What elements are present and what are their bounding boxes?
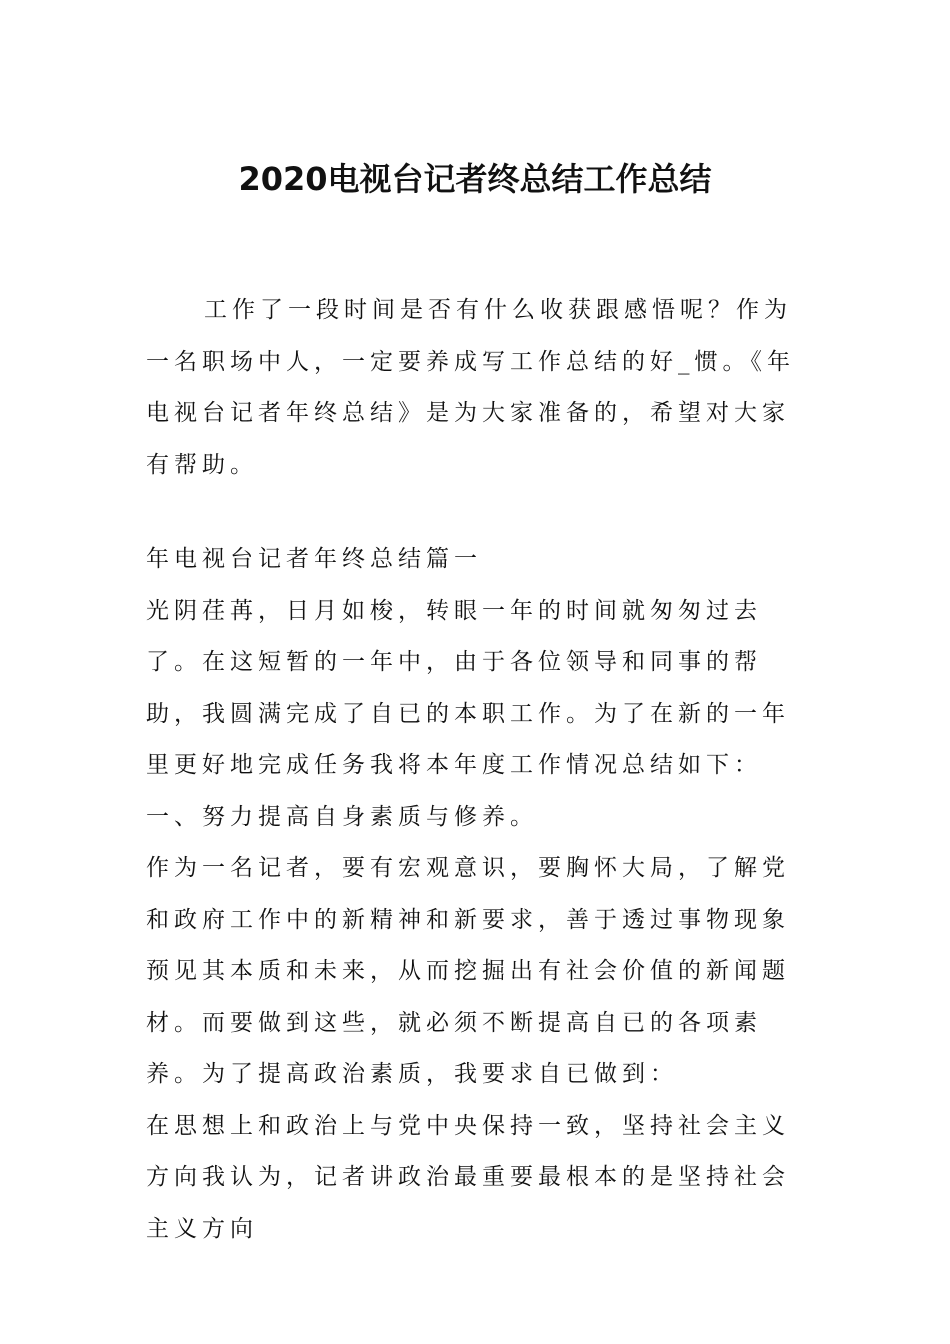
document-body (146, 534, 811, 1255)
intro-paragraph: 工作了一段时间是否有什么收获跟感悟呢？作为一名职场中人，一定要养成写工作总结的好_惯。《年电视台记者年终总结》是为大家准备的，希望对大家有帮助。 (146, 297, 795, 478)
subsection-heading: 一、努力提高自身素质与修养。 (146, 803, 538, 830)
body-paragraph: 光阴荏苒，日月如梭，转眼一年的时间就匆匆过去了。在这短暂的一年中，由于各位领导和同事的帮助，我圆满完成了自已的本职工作。为了在新的一年里更好地完成任务我将本年度工作情况总结如下： (146, 597, 790, 778)
section-heading: 年电视台记者年终总结篇一 (146, 546, 482, 572)
document-title: 2020电视台记者终总结工作总结 (238, 160, 712, 198)
body-paragraph: 作为一名记者，要有宏观意识，要胸怀大局，了解党和政府工作中的新精神和新要求，善于透过事物现象预见其本质和未来，从而挖掘出有社会价值的新闻题材。而要做到这些，就必须不断提高自已的各项素养。为了提高政治素质，我要求自已做到： (146, 855, 790, 1087)
body-paragraph: 在思想上和政治上与党中央保持一致，坚持社会主义方向我认为，记者讲政治最重要最根本的是坚持社会主义方向 (146, 1112, 790, 1242)
